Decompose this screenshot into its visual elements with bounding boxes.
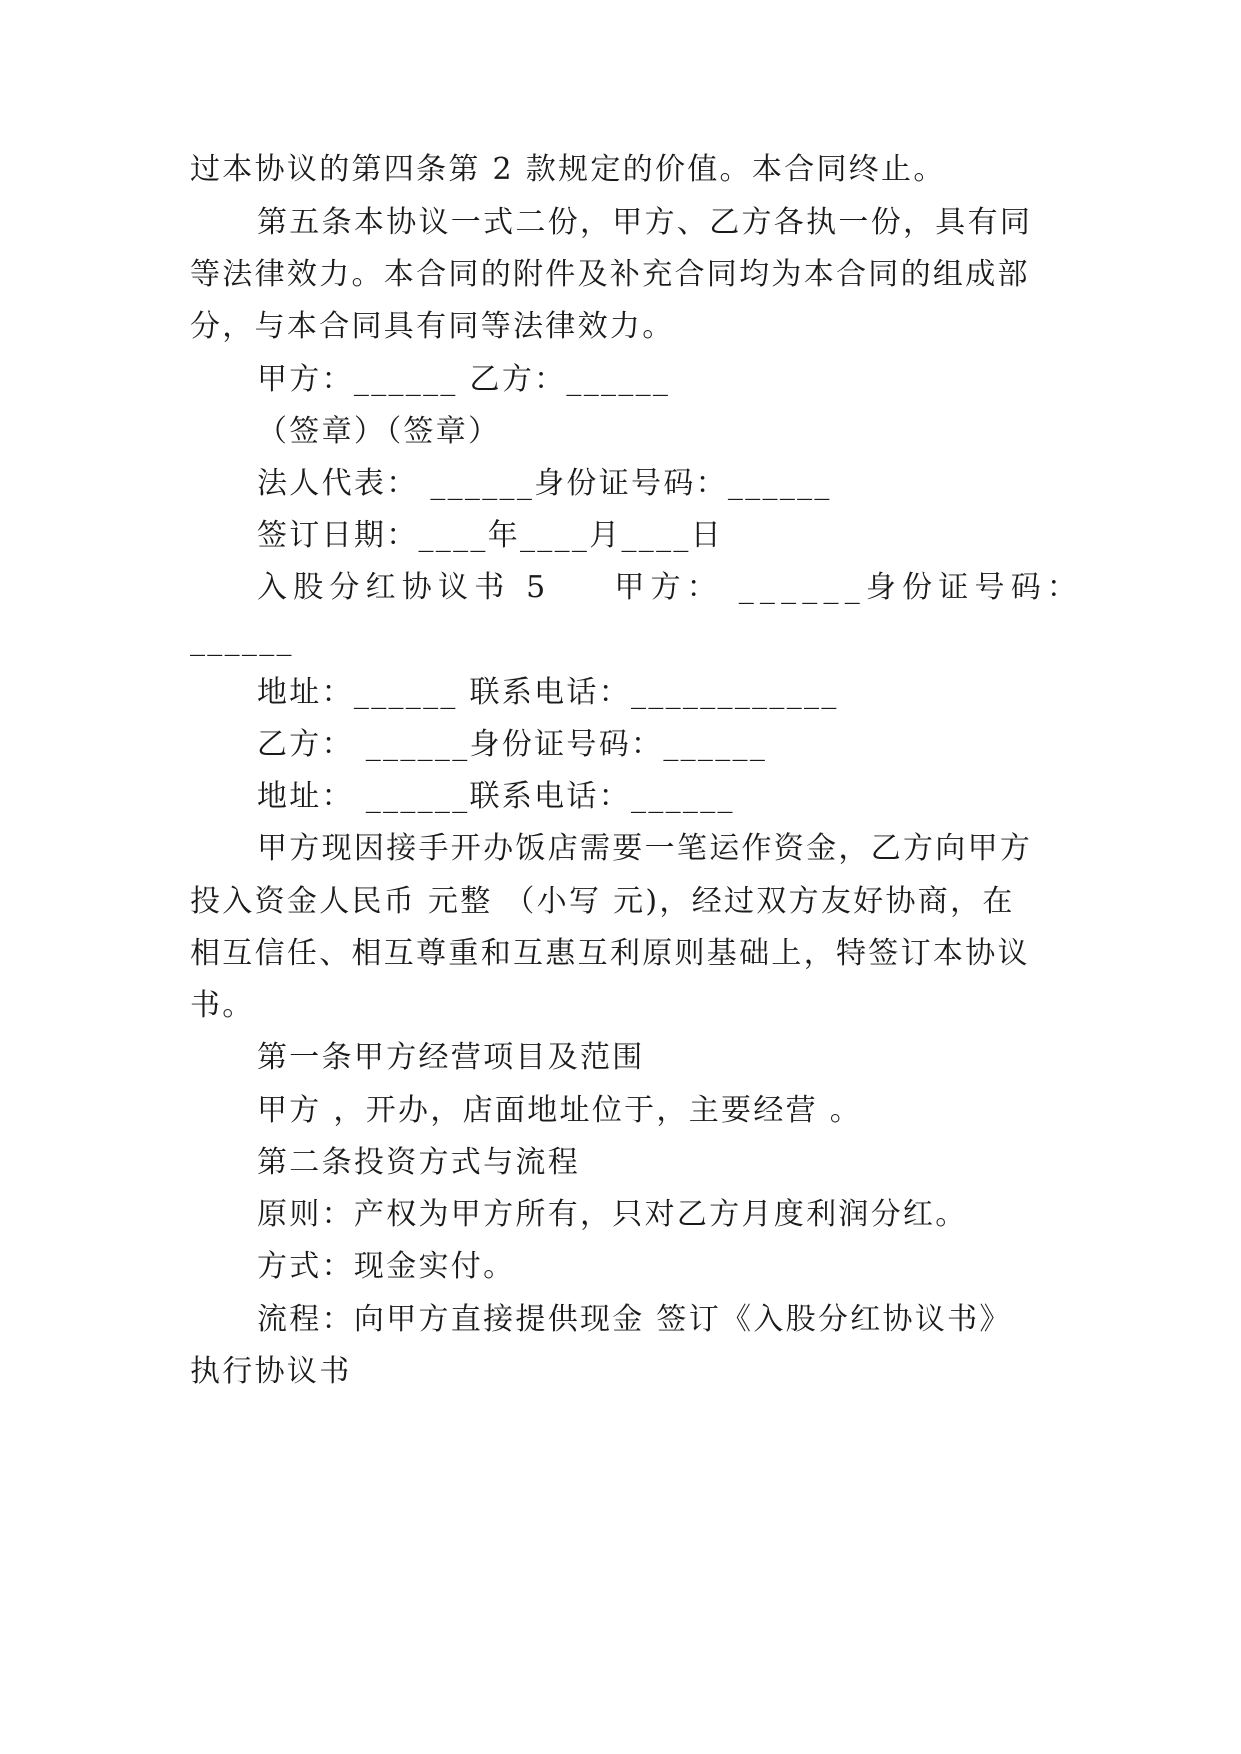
date-line: 签订日期：____年____月____日	[257, 518, 723, 553]
text-line: 投入资金人民币 元整 （小写 元)，经过双方友好协商，在	[190, 884, 1015, 919]
agreement-heading-line: 入股分红协议书 5 甲方： ______身份证号码：	[257, 570, 1084, 605]
article-heading: 第二条投资方式与流程	[257, 1145, 580, 1180]
text-line: 甲方现因接手开办饭店需要一笔运作资金，乙方向甲方	[257, 831, 1033, 866]
seal-line: （签章）（签章）	[257, 414, 501, 449]
text-line: 流程：向甲方直接提供现金 签订《入股分红协议书》	[257, 1302, 1012, 1337]
text-line: 相互信任、相互尊重和互惠互利原则基础上，特签订本协议	[190, 936, 1030, 971]
text-line: 分，与本合同具有同等法律效力。	[190, 309, 675, 344]
text-line: 执行协议书	[190, 1354, 352, 1389]
representative-line: 法人代表： ______身份证号码：______	[257, 466, 832, 501]
signature-line: 甲方：______ 乙方：______	[257, 362, 671, 397]
text-line: 原则：产权为甲方所有，只对乙方月度利润分红。	[257, 1197, 968, 1232]
address-line: 地址：______ 联系电话：____________	[257, 675, 839, 710]
address-line: 地址： ______联系电话：______	[257, 779, 735, 814]
party-b-line: 乙方： ______身份证号码：______	[257, 727, 768, 762]
blank-line: ______	[190, 622, 294, 657]
text-line: 等法律效力。本合同的附件及补充合同均为本合同的组成部	[190, 257, 1030, 292]
text-line: 书。	[190, 988, 255, 1023]
text-line: 第五条本协议一式二份，甲方、乙方各执一份，具有同	[257, 205, 1033, 240]
text-line: 过本协议的第四条第 2 款规定的价值。本合同终止。	[190, 152, 946, 187]
article-heading: 第一条甲方经营项目及范围	[257, 1040, 645, 1075]
text-line: 方式：现金实付。	[257, 1249, 516, 1284]
text-line: 甲方 ，开办，店面地址位于，主要经营 。	[257, 1093, 863, 1128]
